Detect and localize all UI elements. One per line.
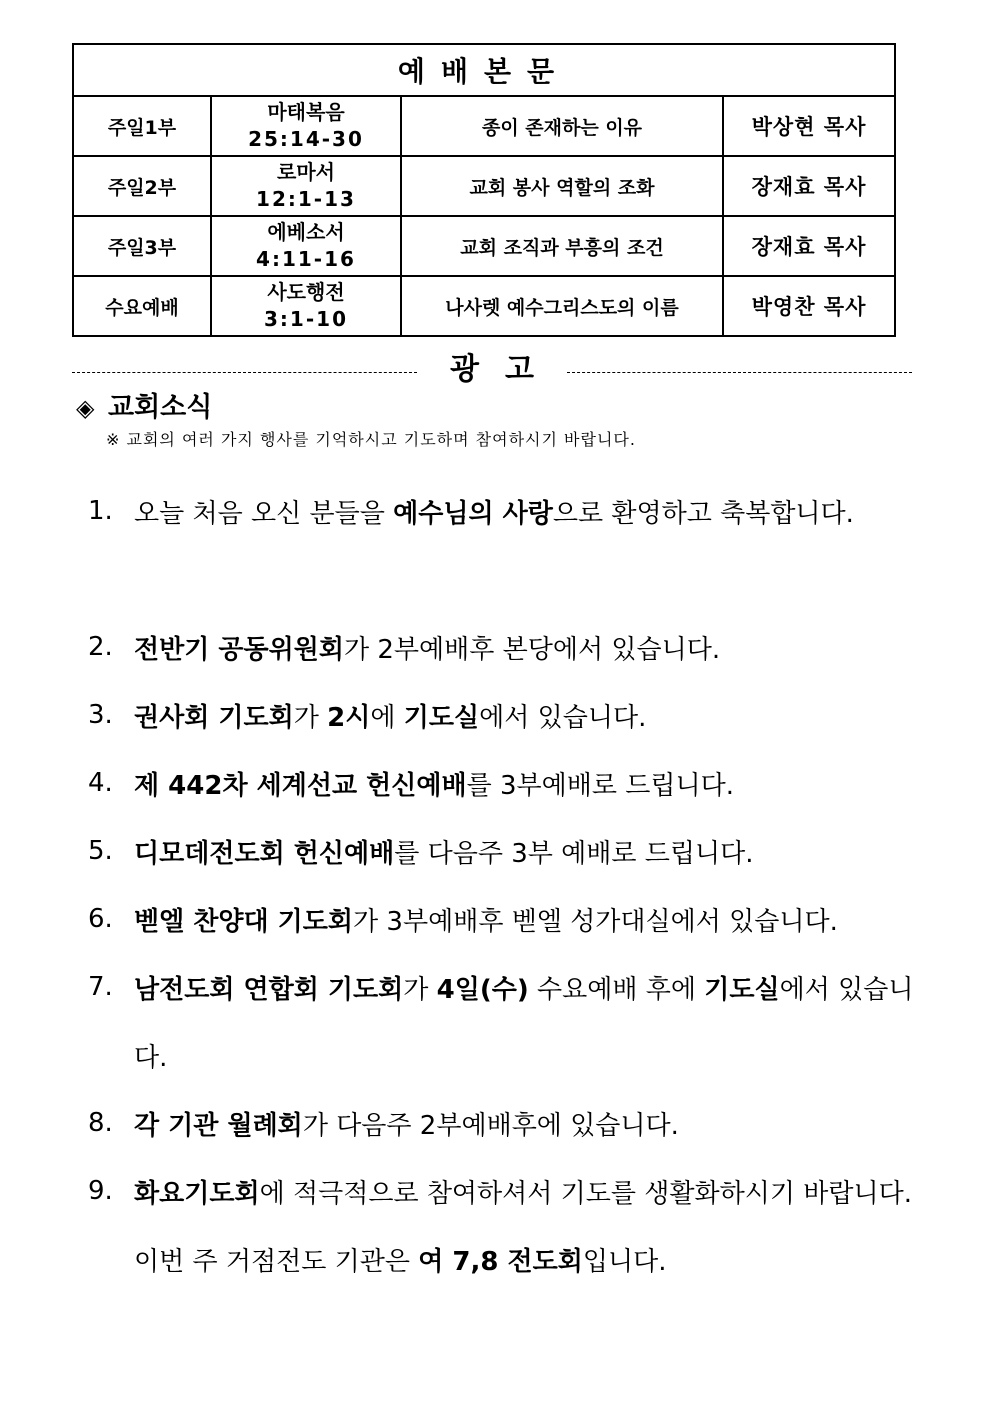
table-row [73, 156, 895, 216]
item-text-emphasis: 벧엘 찬양대 기도회 [134, 907, 354, 937]
item-text [134, 752, 914, 820]
scripture-verse: 3:1-10 [264, 307, 348, 331]
preacher-name: 박영찬 목사 [723, 276, 895, 336]
item-text-segment: 가 [293, 703, 328, 733]
item-text-segment: 에 적극적으로 참여하셔서 기도를 생활화하시기 바랍니다. 이번 주 거점전도 기관은 [134, 1179, 912, 1277]
scripture-book: 로마서 [277, 160, 335, 184]
list-item [88, 684, 908, 752]
item-text-emphasis: 각 기관 월례회 [134, 1111, 303, 1141]
item-number: 1. [88, 496, 113, 526]
item-text-emphasis: 4일(수) [436, 975, 529, 1005]
scripture-verse: 4:11-16 [256, 247, 356, 271]
sermon-topic: 나사렛 예수그리스도의 이름 [401, 276, 723, 336]
item-text-segment: 오늘 처음 오신 분들을 [134, 499, 394, 529]
item-text-segment: 에서 있습니다. [479, 703, 647, 733]
item-text-emphasis: 2시 [327, 703, 371, 733]
sermon-table-header [73, 44, 895, 96]
item-text-emphasis: 디모데전도회 헌신예배 [134, 839, 395, 869]
item-text-segment: 수요예배 후에 [528, 975, 705, 1005]
service-name: 수요예배 [73, 276, 211, 336]
item-number: 5. [88, 836, 113, 866]
item-text [134, 888, 914, 956]
item-text-segment: 를 3부예배로 드립니다. [466, 771, 734, 801]
item-text-segment: 를 다음주 3부 예배로 드립니다. [394, 839, 754, 869]
item-number: 3. [88, 700, 113, 730]
item-text [134, 1092, 914, 1160]
item-text-emphasis: 전반기 공동위원회 [134, 635, 344, 665]
scripture-ref [211, 216, 401, 276]
ad-title: 광고 [450, 352, 560, 387]
item-number: 9. [88, 1176, 113, 1206]
scripture-book: 마태복음 [267, 100, 345, 124]
item-text-emphasis: 남전도회 연합회 기도회 [134, 975, 404, 1005]
item-number: 7. [88, 972, 113, 1002]
item-text-segment: 에서 있습니다. [134, 975, 914, 1073]
preacher-name: 박상현 목사 [723, 96, 895, 156]
scripture-verse: 12:1-13 [256, 187, 356, 211]
item-number: 8. [88, 1108, 113, 1138]
item-text-emphasis: 제 442차 세계선교 헌신예배 [134, 771, 467, 801]
item-text-segment: 가 3부예배후 벧엘 성가대실에서 있습니다. [353, 907, 838, 937]
list-item [88, 888, 908, 956]
sermon-table [72, 43, 896, 337]
announcement-list [88, 480, 914, 1296]
dashed-rule-right [567, 372, 912, 373]
item-text-emphasis: 기도실 [403, 703, 480, 733]
list-item [88, 820, 908, 888]
scripture-verse: 25:14-30 [248, 127, 364, 151]
service-name: 주일1부 [73, 96, 211, 156]
item-number: 4. [88, 768, 113, 798]
scripture-ref [211, 276, 401, 336]
item-text-segment: 에 [370, 703, 404, 733]
item-text [134, 616, 914, 684]
item-text-emphasis: 권사회 기도회 [134, 703, 294, 733]
list-item [88, 616, 908, 684]
sermon-topic: 교회 봉사 역할의 조화 [401, 156, 723, 216]
table-row [73, 276, 895, 336]
preacher-name: 장재효 목사 [723, 216, 895, 276]
list-item [88, 956, 914, 1092]
list-item [88, 1160, 912, 1296]
service-name: 주일2부 [73, 156, 211, 216]
list-item [88, 1092, 908, 1160]
scripture-book: 에베소서 [267, 220, 345, 244]
list-item [88, 752, 908, 820]
item-text-segment: 가 2부예배후 본당에서 있습니다. [343, 635, 721, 665]
preacher-name: 장재효 목사 [723, 156, 895, 216]
diamond-icon: ◈ [76, 394, 95, 422]
table-row [73, 216, 895, 276]
service-name: 주일3부 [73, 216, 211, 276]
item-text [134, 1160, 914, 1296]
section-title: 교회소식 [108, 392, 213, 423]
item-text [134, 480, 914, 548]
section-note: ※ 교회의 여러 가지 행사를 기억하시고 기도하며 참여하시기 바랍니다. [106, 430, 636, 449]
item-text-segment: 으로 환영하고 축복합니다. [552, 499, 854, 529]
item-text-emphasis: 기도실 [704, 975, 780, 1005]
scripture-book: 사도행전 [267, 280, 345, 304]
item-text-emphasis: 여 7,8 전도회 [418, 1247, 583, 1277]
sermon-table-title: 예배본문 [73, 44, 895, 96]
item-text [134, 684, 914, 752]
item-number: 6. [88, 904, 113, 934]
section-heading [76, 388, 212, 428]
scripture-ref [211, 96, 401, 156]
sermon-topic: 종이 존재하는 이유 [401, 96, 723, 156]
item-text-segment: 입니다. [582, 1247, 667, 1277]
list-item [88, 480, 908, 616]
item-number: 2. [88, 632, 113, 662]
table-row [73, 96, 895, 156]
item-text-segment: 가 [403, 975, 437, 1005]
item-text [134, 956, 914, 1092]
scripture-ref [211, 156, 401, 216]
item-text-emphasis: 화요기도회 [134, 1179, 260, 1209]
item-text [134, 820, 914, 888]
item-text-segment: 가 다음주 2부예배후에 있습니다. [302, 1111, 679, 1141]
dashed-rule-left [72, 372, 417, 373]
sermon-topic: 교회 조직과 부흥의 조건 [401, 216, 723, 276]
item-text-emphasis: 예수님의 사랑 [393, 499, 553, 529]
